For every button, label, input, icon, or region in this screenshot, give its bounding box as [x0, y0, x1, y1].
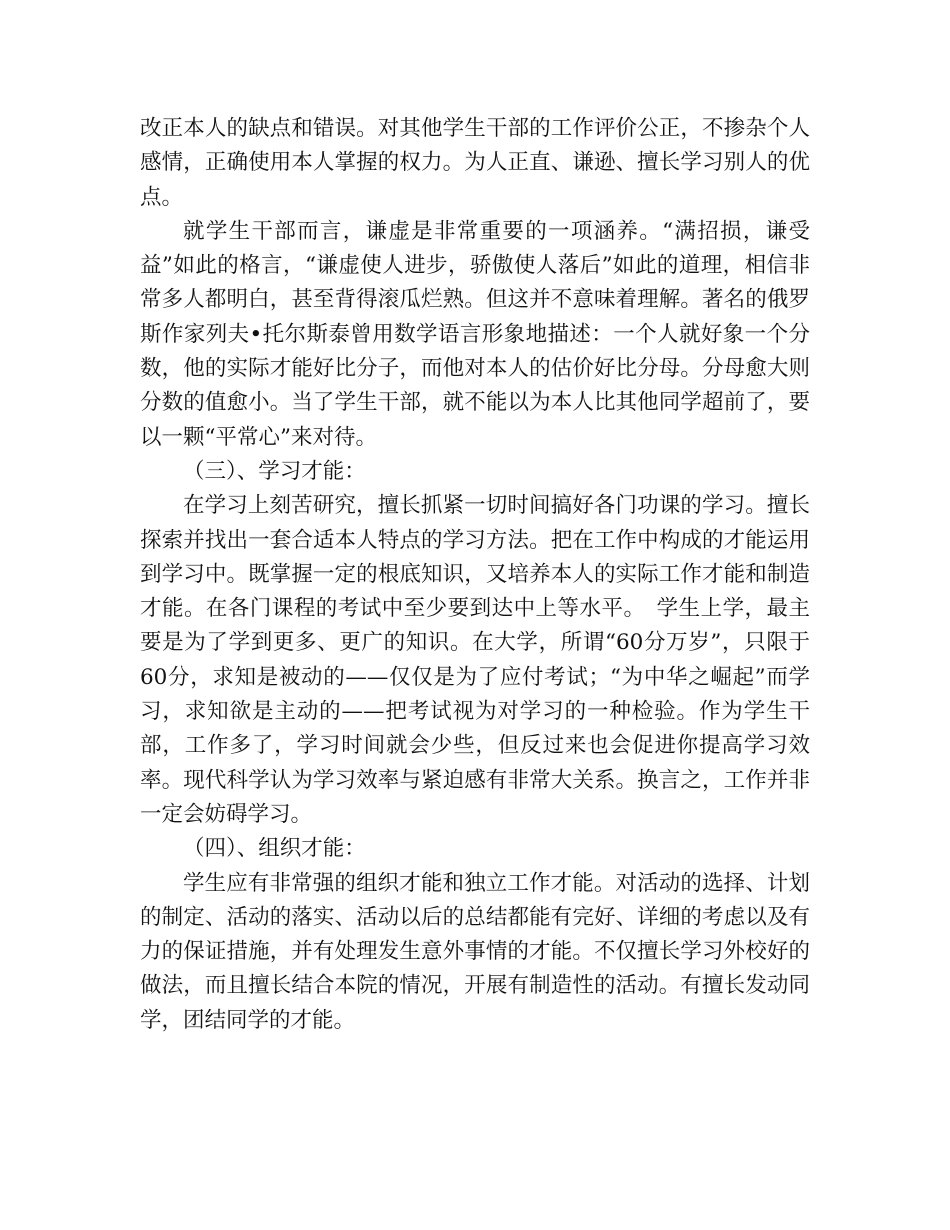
document-page: [140, 112, 810, 1038]
paragraph-learning-ability: 在学习上刻苦研究，擅长抓紧一切时间搞好各门功课的学习。擅长探索并找出一套合适本人特点的学习方法。把在工作中构成的才能运用到学习中。既掌握一定的根底知识，又培养本人的实际工作才能和制造才能。在各门课程的考试中至少要到达中上等水平。 学生上学，最主要是为了学到更多、更广的知识。在大学，所谓“60分万岁”，只限于60分，求知是被动的——仅仅是为了应付考试；“为中华之崛起”而学习，求知欲是主动的——把考试视为对学习的一种检验。作为学生干部，工作多了，学习时间就会少些，但反过来也会促进你提高学习效率。现代科学认为学习效率与紧迫感有非常大关系。换言之，工作并非一定会妨碍学习。: [140, 493, 810, 827]
paragraph-organizing-ability: 学生应有非常强的组织才能和独立工作才能。对活动的选择、计划的制定、活动的落实、活动以后的总结都能有完好、详细的考虑以及有力的保证措施，并有处理发生意外事情的才能。不仅擅长学习外校好的做法，而且擅长结合本院的情况，开展有制造性的活动。有擅长发动同学，团结同学的才能。: [140, 870, 810, 1033]
paragraph-modesty: 就学生干部而言，谦虚是非常重要的一项涵养。“满招损，谦受益”如此的格言，“谦虚使人进步，骄傲使人落后”如此的道理，相信非常多人都明白，甚至背得滚瓜烂熟。但这并不意味着理解。著名的俄罗斯作家列夫•托尔斯泰曾用数学语言形象地描述：一个人就好象一个分数，他的实际才能好比分子，而他对本人的估价好比分母。分母愈大则分数的值愈小。当了学生干部，就不能以为本人比其他同学超前了，要以一颗“平常心”来对待。: [140, 218, 810, 450]
section-heading-organizing-ability: （四）、组织才能：: [183, 836, 366, 862]
paragraph-continued: 改正本人的缺点和错误。对其他学生干部的工作评价公正，不掺杂个人感情，正确使用本人掌握的权力。为人正直、谦逊、擅长学习别人的优点。: [140, 116, 810, 210]
section-heading-learning-ability: （三）、学习才能：: [183, 458, 366, 484]
